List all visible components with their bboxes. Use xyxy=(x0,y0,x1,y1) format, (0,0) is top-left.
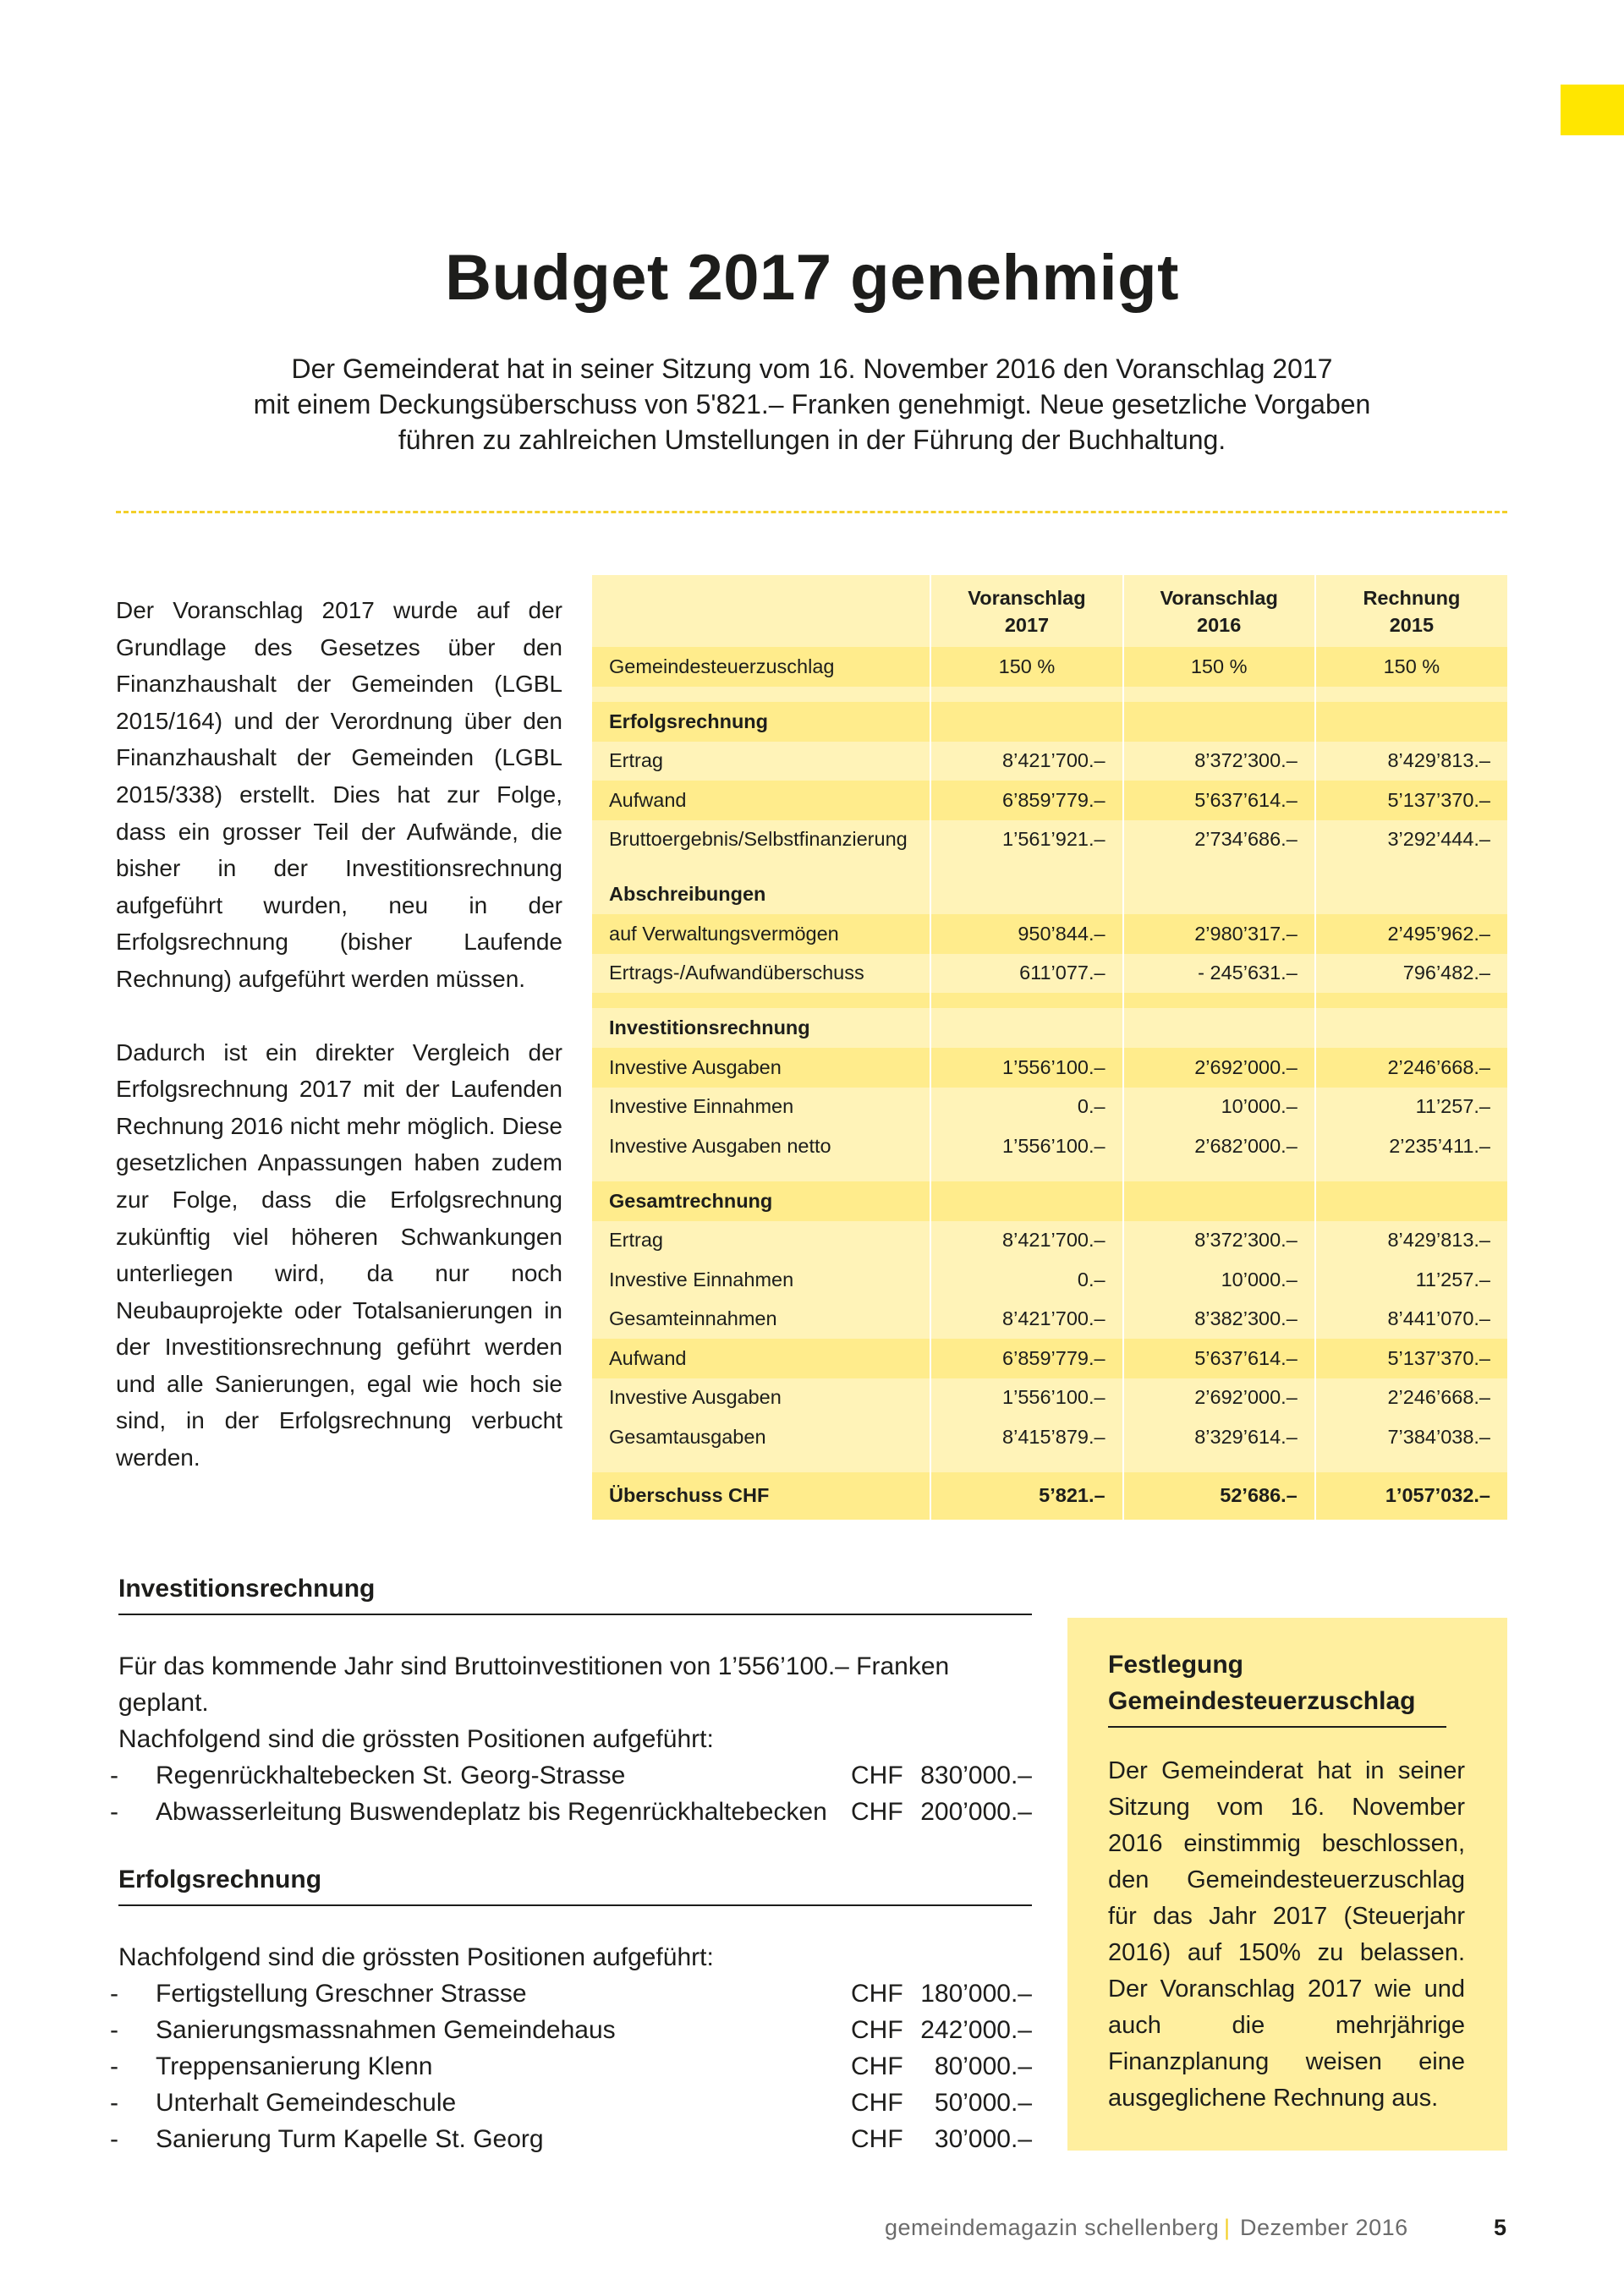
position-list xyxy=(110,1757,1032,1830)
lead-text xyxy=(169,351,1455,458)
table-spacer xyxy=(592,1457,1507,1472)
list-item: - Sanierungsmassnahmen Gemeindehaus CHF 242’000.– xyxy=(110,2016,1032,2044)
table-section-header: Gesamtrechnung xyxy=(592,1181,1507,1221)
table-section-header: Abschreibungen xyxy=(592,874,1507,914)
table-row: Gesamteinnahmen 8’421’700.– 8’382’300.– 8’441’070.– xyxy=(592,1300,1507,1340)
section-paragraph: Nachfolgend sind die grössten Positionen aufgeführt: xyxy=(118,1725,714,1753)
corner-color-tab xyxy=(1561,85,1624,135)
intro-text xyxy=(116,592,562,1513)
list-item: - Sanierung Turm Kapelle St. Georg CHF 30’000.– xyxy=(110,2125,1032,2153)
investitions-section-body xyxy=(110,1648,1032,1830)
lead-line: mit einem Deckungsüberschuss von 5'821.– Franken genehmigt. Neue gesetzliche Vorgaben xyxy=(253,389,1371,419)
table-header-cell: Voranschlag 2017 xyxy=(930,575,1122,647)
table-spacer xyxy=(592,993,1507,1008)
footer-date: Dezember 2016 xyxy=(1240,2215,1408,2240)
table-spacer xyxy=(592,1166,1507,1181)
table-spacer xyxy=(592,859,1507,874)
list-item: - Unterhalt Gemeindeschule CHF 50’000.– xyxy=(110,2089,1032,2117)
list-item: - Abwasserleitung Buswendeplatz bis Regenrückhaltebecken CHF 200’000.– xyxy=(110,1798,1032,1826)
page-title: Budget 2017 genehmigt xyxy=(445,242,1179,314)
table-total-row: Überschuss CHF 5’821.– 52’686.– 1’057’032.– xyxy=(592,1472,1507,1520)
table-row: Aufwand 6’859’779.– 5’637’614.– 5’137’370.– xyxy=(592,1339,1507,1378)
intro-paragraph: Der Voranschlag 2017 wurde auf der Grundlage des Gesetzes über den Finanzhaushalt der Gemeinden (LGBL 2015/164) und der Verordnung über den Finanzhaushalt der Gemeinden (LGBL 2015/338) erstellt. Dies hat zur Folge, dass ein grosser Teil der Aufwände, die bisher in der Investitionsrechnung aufgeführt wurden, neu in der Erfolgsrechnung (bisher Laufende Rechnung) aufgeführt werden müssen. xyxy=(116,597,562,992)
section-paragraph: Für das kommende Jahr sind Bruttoinvestitionen von 1’556’100.– Franken geplant. xyxy=(118,1652,950,1717)
list-item: - Regenrückhaltebecken St. Georg-Strasse CHF 830’000.– xyxy=(110,1762,1032,1789)
table-row: Investive Ausgaben 1’556’100.– 2’692’000.– 2’246’668.– xyxy=(592,1378,1507,1418)
lead-line: Der Gemeinderat hat in seiner Sitzung vom 16. November 2016 den Voranschlag 2017 xyxy=(291,353,1333,384)
page-number: 5 xyxy=(1494,2215,1507,2240)
steuerzuschlag-box xyxy=(1067,1618,1507,2151)
table-section-header: Investitionsrechnung xyxy=(592,1008,1507,1048)
box-title: Festlegung Gemeindesteuerzuschlag xyxy=(1108,1647,1446,1728)
table-row: Ertrag 8’421’700.– 8’372’300.– 8’429’813.– xyxy=(592,1221,1507,1261)
table-section-header: Erfolgsrechnung xyxy=(592,702,1507,742)
footer-magazine: gemeindemagazin schellenberg xyxy=(885,2215,1220,2240)
budget-table xyxy=(592,575,1507,1520)
table-row: Gesamtausgaben 8’415’879.– 8’329’614.– 7’384’038.– xyxy=(592,1417,1507,1457)
table-row: Gemeindesteuerzuschlag 150 % 150 % 150 % xyxy=(592,647,1507,687)
table-row: auf Verwaltungsvermögen 950’844.– 2’980’317.– 2’495’962.– xyxy=(592,914,1507,954)
investitions-section-title: Investitionsrechnung xyxy=(118,1575,1032,1615)
erfolgs-section-title: Erfolgsrechnung xyxy=(118,1866,1032,1906)
list-item: - Treppensanierung Klenn CHF 80’000.– xyxy=(110,2052,1032,2080)
erfolgs-section-body xyxy=(110,1939,1032,2157)
table-header-cell: Rechnung 2015 xyxy=(1315,575,1507,647)
table-header-cell: Voranschlag 2016 xyxy=(1123,575,1315,647)
table-row: Investive Ausgaben 1’556’100.– 2’692’000.– 2’246’668.– xyxy=(592,1048,1507,1088)
table-row: Investive Einnahmen 0.– 10’000.– 11’257.– xyxy=(592,1088,1507,1127)
position-list xyxy=(110,1975,1032,2157)
table-row: Aufwand 6’859’779.– 5’637’614.– 5’137’370.– xyxy=(592,781,1507,820)
table-row: Bruttoergebnis/Selbstfinanzierung 1’561’921.– 2’734’686.– 3’292’444.– xyxy=(592,820,1507,860)
footer-separator: | xyxy=(1224,2215,1231,2240)
table-row: Ertrag 8’421’700.– 8’372’300.– 8’429’813.– xyxy=(592,742,1507,781)
table-row: Investive Ausgaben netto 1’556’100.– 2’682’000.– 2’235’411.– xyxy=(592,1126,1507,1166)
lead-line: führen zu zahlreichen Umstellungen in der Führung der Buchhaltung. xyxy=(398,425,1226,455)
table-row: Ertrags-/Aufwandüberschuss 611’077.– - 245’631.– 796’482.– xyxy=(592,954,1507,994)
table-header-row xyxy=(592,575,1507,647)
dashed-divider xyxy=(116,511,1507,513)
box-text: Der Gemeinderat hat in seiner Sitzung vom 16. November 2016 einstimmig beschlossen, den Gemeindesteuerzuschlag für das Jahr 2017 (Steuerjahr 2016) auf 150% zu belassen. Der Voranschlag 2017 wie und auch die mehrjährige Finanzplanung weisen eine ausgeglichene Rechnung aus. xyxy=(1108,1757,1465,2112)
intro-paragraph: Dadurch ist ein direkter Vergleich der Erfolgsrechnung 2017 mit der Laufenden Rechnung 2016 nicht mehr möglich. Diese gesetzlichen Anpassungen haben zudem zur Folge, dass die Erfolgsrechnung zukünftig viel höheren Schwankungen unterliegen wird, da nur noch Neubauprojekte oder Totalsanierungen in der Investitionsrechnung geführt werden und alle Sanierungen, egal wie hoch sie sind, in der Erfolgsrechnung verbucht werden. xyxy=(116,1038,562,1471)
table-row: Investive Einnahmen 0.– 10’000.– 11’257.– xyxy=(592,1260,1507,1300)
section-paragraph: Nachfolgend sind die grössten Positionen aufgeführt: xyxy=(118,1943,714,1971)
list-item: - Fertigstellung Greschner Strasse CHF 180’000.– xyxy=(110,1980,1032,2008)
table-header-empty xyxy=(592,575,930,647)
table-spacer xyxy=(592,687,1507,702)
